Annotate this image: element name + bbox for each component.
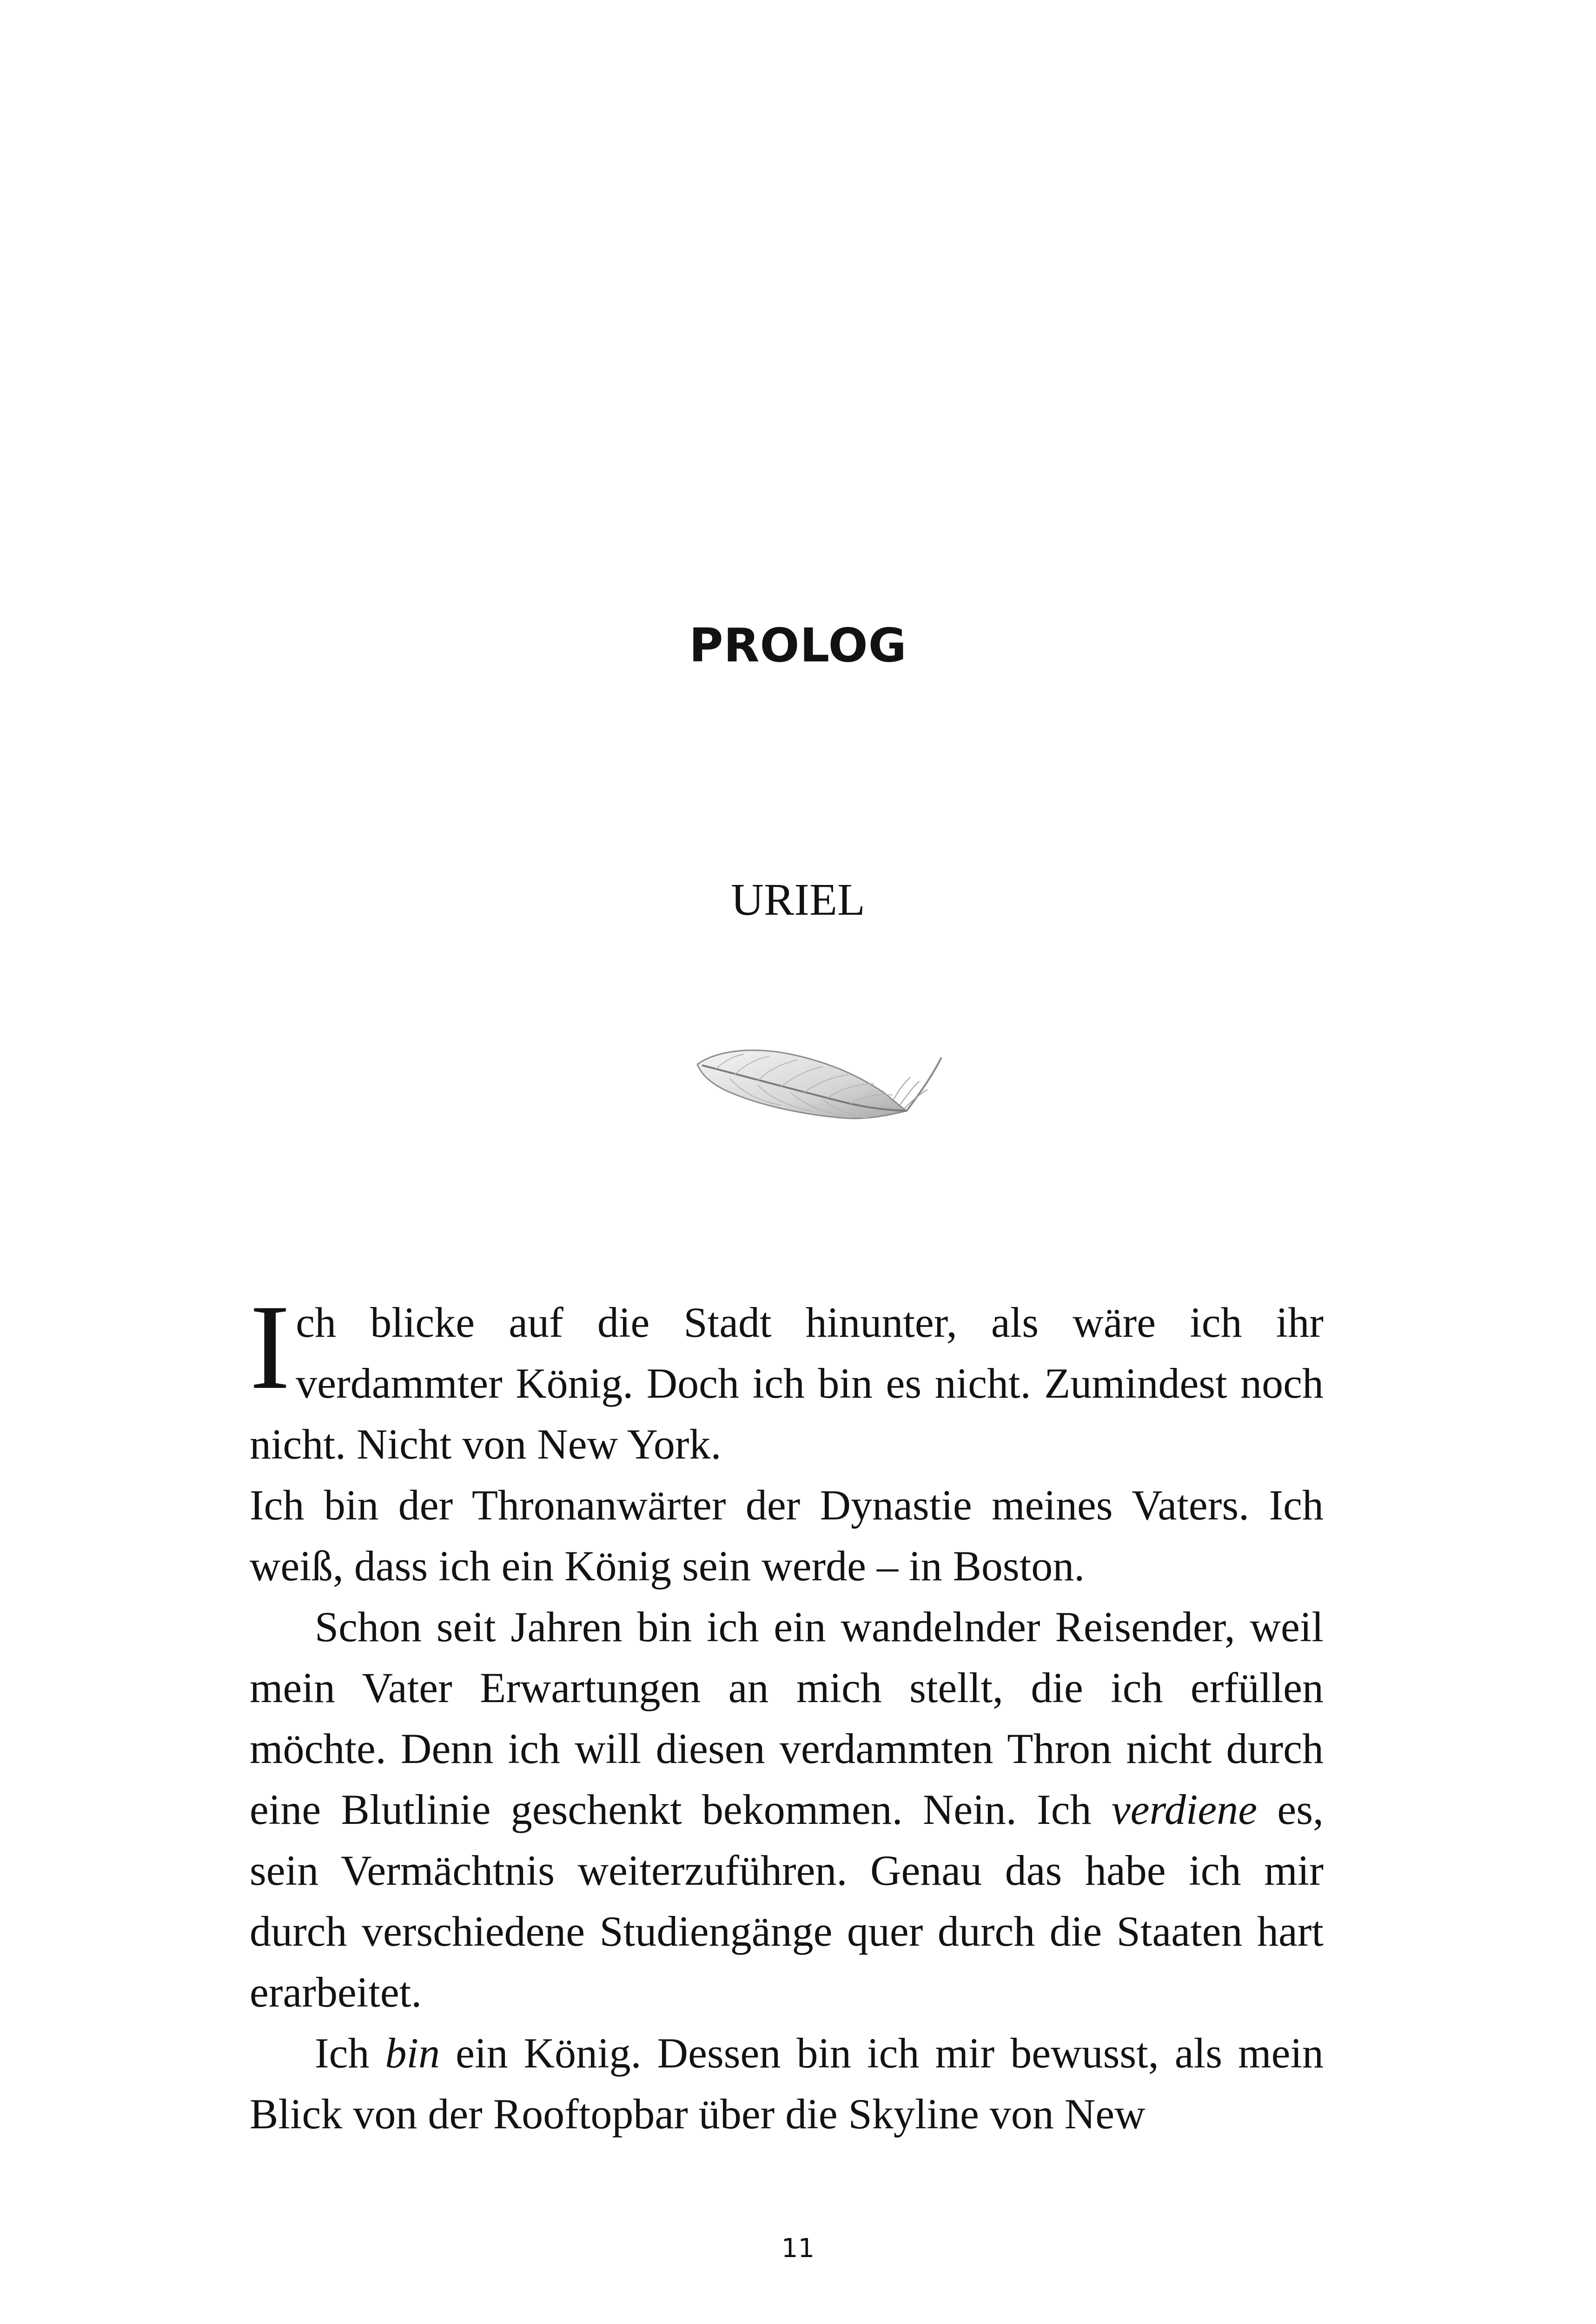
- paragraph-3: [250, 1597, 1324, 2023]
- paragraph-2: Ich bin der Thronanwärter der Dynastie meines Vaters. Ich weiß, dass ich ein König sein werde – in Boston.: [250, 1481, 1324, 1590]
- paragraph-3-end: es, sein Vermächtnis weiterzuführen. Genau das habe ich mir durch verschiedene Studiengänge quer durch die Staaten hart erarbeitet.: [250, 1786, 1324, 2016]
- paragraph-1-text: ch blicke auf die Stadt hinunter, als wäre ich ihr verdammter König. Doch ich bin es nicht. Zumindest noch nicht. Nicht von New York.: [250, 1299, 1324, 1468]
- paragraph-4-end: ein König. Dessen bin ich mir bewusst, als mein Blick von der Rooftopbar über die Skyline von New: [250, 2029, 1324, 2138]
- feather-icon: [688, 1032, 948, 1143]
- prologue-text: [250, 1280, 1324, 2145]
- paragraph-4: [250, 2023, 1324, 2145]
- paragraph-4-start: Ich: [315, 2029, 370, 2077]
- pov-character-name: URIEL: [731, 875, 865, 925]
- paragraph-3-text: Schon seit Jahren bin ich ein wandelnder Reisender, weil mein Vater Erwartungen an mich stellt, die ich erfüllen möchte. Denn ich will diesen verdammten Thron nicht durch eine Blutlinie geschenkt bekommen. Nein. Ich: [250, 1603, 1324, 1833]
- paragraph-1: [250, 1280, 1324, 1475]
- page-number: 11: [781, 2233, 815, 2264]
- drop-cap: I: [250, 1280, 291, 1414]
- chapter-title: PROLOG: [689, 618, 907, 673]
- emphasis-verdiene: verdiene: [1111, 1786, 1258, 1833]
- emphasis-bin: bin: [385, 2029, 440, 2077]
